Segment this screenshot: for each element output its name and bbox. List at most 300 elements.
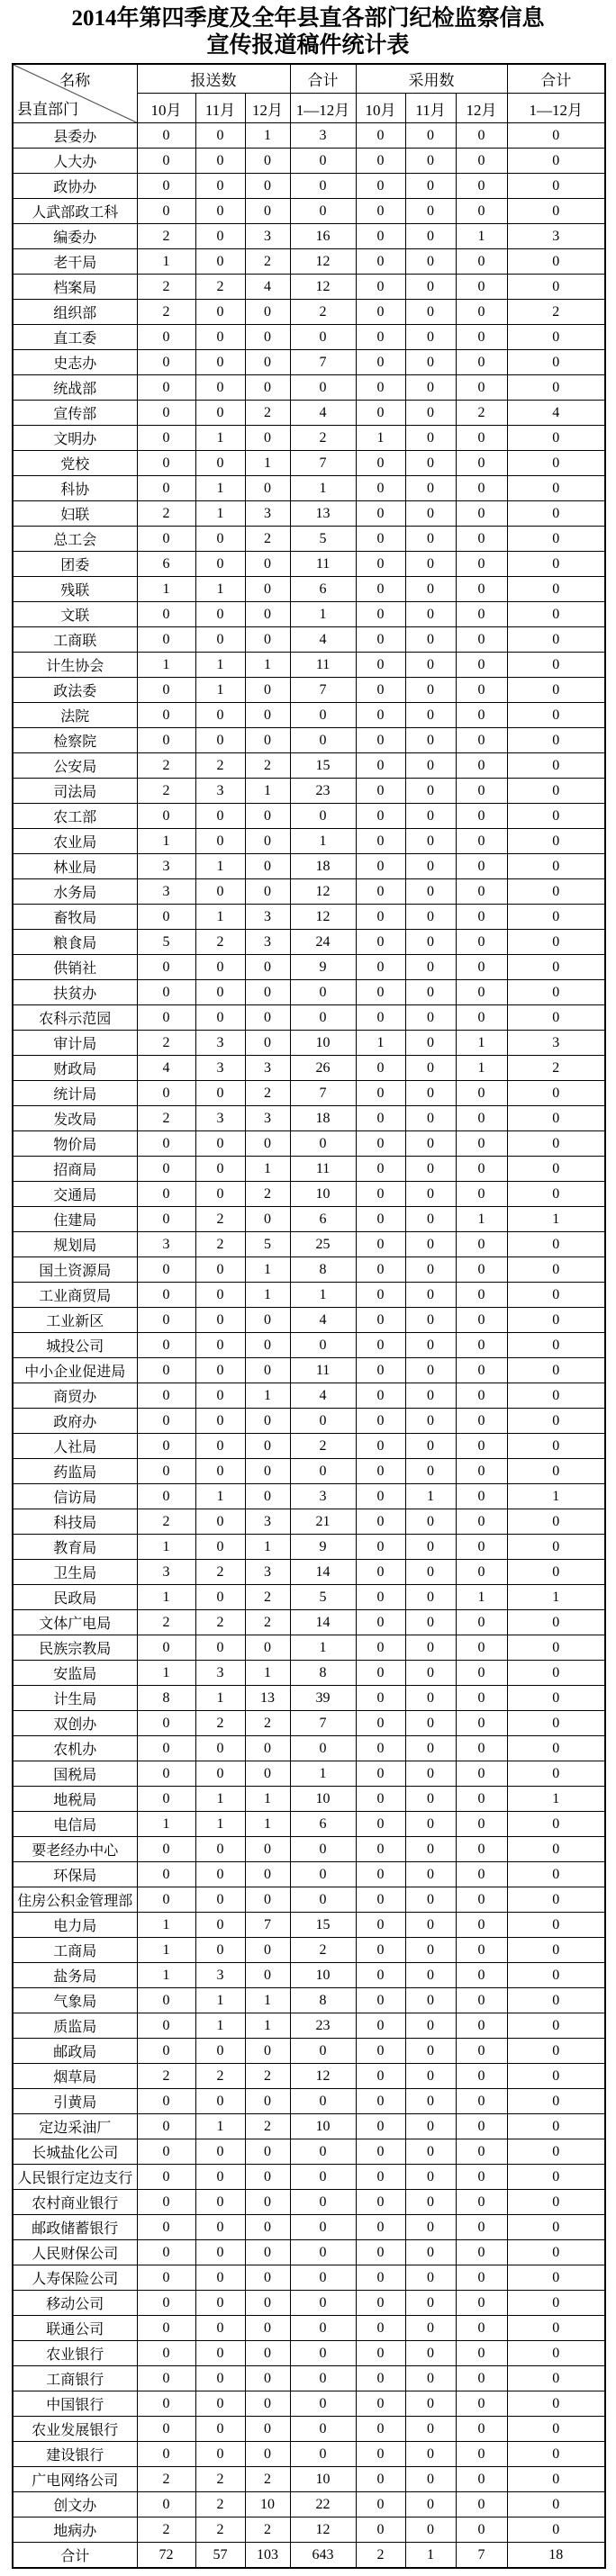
department-name-cell: 农科示范园 bbox=[13, 1005, 137, 1031]
value-cell: 2 bbox=[356, 2543, 405, 2569]
value-cell: 0 bbox=[507, 1358, 605, 1383]
value-cell: 0 bbox=[456, 174, 507, 199]
header-name-label: 名称 bbox=[59, 72, 91, 89]
value-cell: 0 bbox=[245, 2165, 290, 2190]
value-cell: 0 bbox=[137, 1005, 195, 1031]
value-cell: 0 bbox=[356, 602, 405, 627]
value-cell: 0 bbox=[405, 1535, 456, 1560]
value-cell: 0 bbox=[245, 1308, 290, 1333]
value-cell: 0 bbox=[195, 375, 245, 401]
value-cell: 0 bbox=[195, 1358, 245, 1383]
value-cell: 0 bbox=[356, 2215, 405, 2240]
department-name-cell: 联通公司 bbox=[13, 2316, 137, 2341]
value-cell: 0 bbox=[137, 123, 195, 149]
value-cell: 0 bbox=[456, 678, 507, 703]
value-cell: 0 bbox=[245, 728, 290, 753]
value-cell: 1 bbox=[245, 1383, 290, 1409]
value-cell: 0 bbox=[195, 1308, 245, 1333]
value-cell: 0 bbox=[456, 1913, 507, 1938]
value-cell: 0 bbox=[137, 375, 195, 401]
value-cell: 0 bbox=[195, 2240, 245, 2265]
value-cell: 0 bbox=[195, 2391, 245, 2417]
table-row bbox=[13, 451, 605, 476]
table-row bbox=[13, 753, 605, 779]
value-cell: 1 bbox=[456, 224, 507, 249]
value-cell: 0 bbox=[456, 1761, 507, 1787]
value-cell: 0 bbox=[405, 728, 456, 753]
value-cell: 0 bbox=[356, 2316, 405, 2341]
value-cell: 2 bbox=[195, 275, 245, 300]
value-cell: 0 bbox=[456, 829, 507, 854]
value-cell: 0 bbox=[195, 955, 245, 980]
value-cell: 0 bbox=[195, 1535, 245, 1560]
value-cell: 0 bbox=[356, 829, 405, 854]
value-cell: 3 bbox=[195, 1661, 245, 1686]
value-cell: 0 bbox=[456, 2492, 507, 2517]
value-cell: 0 bbox=[405, 1887, 456, 1913]
value-cell: 0 bbox=[507, 552, 605, 577]
page-title bbox=[0, 0, 616, 59]
table-row bbox=[13, 2517, 605, 2543]
value-cell: 0 bbox=[456, 653, 507, 678]
value-cell: 0 bbox=[507, 678, 605, 703]
value-cell: 1 bbox=[195, 1988, 245, 2013]
value-cell: 0 bbox=[137, 1333, 195, 1358]
value-cell: 0 bbox=[456, 930, 507, 955]
value-cell: 0 bbox=[456, 1610, 507, 1635]
table-row bbox=[13, 123, 605, 149]
value-cell: 10 bbox=[245, 2492, 290, 2517]
value-cell: 0 bbox=[137, 2240, 195, 2265]
department-name-cell: 编委办 bbox=[13, 224, 137, 249]
department-name-cell: 农业局 bbox=[13, 829, 137, 854]
value-cell: 0 bbox=[507, 1812, 605, 1837]
value-cell: 2 bbox=[245, 1585, 290, 1610]
value-cell: 0 bbox=[245, 879, 290, 905]
department-name-cell: 电信局 bbox=[13, 1812, 137, 1837]
value-cell: 0 bbox=[405, 2492, 456, 2517]
value-cell: 0 bbox=[137, 1761, 195, 1787]
value-cell: 8 bbox=[290, 1988, 356, 2013]
value-cell: 0 bbox=[507, 149, 605, 174]
value-cell: 0 bbox=[137, 2417, 195, 2442]
department-name-cell: 环保局 bbox=[13, 1862, 137, 1887]
header-month-dec-adopted: 12月 bbox=[456, 94, 507, 123]
department-name-cell: 人民财保公司 bbox=[13, 2240, 137, 2265]
table-row bbox=[13, 905, 605, 930]
value-cell: 7 bbox=[290, 350, 356, 375]
value-cell: 0 bbox=[456, 149, 507, 174]
value-cell: 11 bbox=[290, 653, 356, 678]
value-cell: 0 bbox=[290, 2190, 356, 2215]
header-submitted-total: 合计 bbox=[290, 64, 356, 94]
value-cell: 0 bbox=[456, 1459, 507, 1484]
value-cell: 0 bbox=[290, 2215, 356, 2240]
value-cell: 0 bbox=[137, 174, 195, 199]
value-cell: 0 bbox=[245, 703, 290, 728]
department-name-cell: 民族宗教局 bbox=[13, 1635, 137, 1661]
value-cell: 4 bbox=[290, 627, 356, 653]
value-cell: 0 bbox=[356, 1837, 405, 1862]
value-cell: 0 bbox=[356, 980, 405, 1005]
value-cell: 0 bbox=[245, 1736, 290, 1761]
department-name-cell: 工业新区 bbox=[13, 1308, 137, 1333]
value-cell: 0 bbox=[507, 451, 605, 476]
value-cell: 1 bbox=[356, 1031, 405, 1056]
table-row bbox=[13, 1585, 605, 1610]
value-cell: 0 bbox=[195, 2366, 245, 2391]
department-name-cell: 安监局 bbox=[13, 1661, 137, 1686]
department-name-cell: 地税局 bbox=[13, 1787, 137, 1812]
value-cell: 0 bbox=[356, 149, 405, 174]
value-cell: 0 bbox=[137, 2139, 195, 2165]
department-name-cell: 农业银行 bbox=[13, 2341, 137, 2366]
value-cell: 0 bbox=[356, 2341, 405, 2366]
value-cell: 0 bbox=[405, 1232, 456, 1257]
table-row bbox=[13, 375, 605, 401]
value-cell: 0 bbox=[456, 2039, 507, 2064]
value-cell: 0 bbox=[195, 1887, 245, 1913]
department-name-cell: 定边采油厂 bbox=[13, 2114, 137, 2139]
value-cell: 1 bbox=[290, 602, 356, 627]
value-cell: 0 bbox=[507, 2341, 605, 2366]
value-cell: 0 bbox=[507, 2190, 605, 2215]
department-name-cell: 交通局 bbox=[13, 1182, 137, 1207]
value-cell: 0 bbox=[137, 1131, 195, 1157]
value-cell: 0 bbox=[405, 1383, 456, 1409]
value-cell: 1 bbox=[290, 1635, 356, 1661]
value-cell: 1 bbox=[137, 653, 195, 678]
value-cell: 2 bbox=[137, 300, 195, 325]
value-cell: 2 bbox=[245, 753, 290, 779]
value-cell: 0 bbox=[356, 451, 405, 476]
value-cell: 0 bbox=[456, 2316, 507, 2341]
value-cell: 0 bbox=[245, 1484, 290, 1509]
table-row bbox=[13, 829, 605, 854]
table-row bbox=[13, 2316, 605, 2341]
value-cell: 0 bbox=[356, 350, 405, 375]
value-cell: 0 bbox=[405, 2039, 456, 2064]
value-cell: 0 bbox=[405, 1635, 456, 1661]
value-cell: 0 bbox=[356, 2240, 405, 2265]
value-cell: 6 bbox=[137, 552, 195, 577]
value-cell: 0 bbox=[456, 1434, 507, 1459]
value-cell: 11 bbox=[290, 1157, 356, 1182]
value-cell: 0 bbox=[137, 2291, 195, 2316]
value-cell: 0 bbox=[507, 1686, 605, 1711]
value-cell: 0 bbox=[290, 728, 356, 753]
value-cell: 0 bbox=[405, 2064, 456, 2089]
value-cell: 2 bbox=[195, 2064, 245, 2089]
value-cell: 0 bbox=[507, 2240, 605, 2265]
value-cell: 0 bbox=[456, 1005, 507, 1031]
value-cell: 0 bbox=[290, 199, 356, 224]
table-row bbox=[13, 627, 605, 653]
value-cell: 3 bbox=[195, 1106, 245, 1131]
value-cell: 3 bbox=[137, 1560, 195, 1585]
table-row bbox=[13, 728, 605, 753]
department-name-cell: 计生局 bbox=[13, 1686, 137, 1711]
value-cell: 0 bbox=[507, 1434, 605, 1459]
value-cell: 39 bbox=[290, 1686, 356, 1711]
value-cell: 1 bbox=[195, 653, 245, 678]
value-cell: 0 bbox=[356, 1333, 405, 1358]
value-cell: 0 bbox=[356, 1585, 405, 1610]
value-cell: 18 bbox=[290, 854, 356, 879]
value-cell: 0 bbox=[456, 779, 507, 804]
value-cell: 0 bbox=[245, 678, 290, 703]
value-cell: 0 bbox=[245, 325, 290, 350]
value-cell: 0 bbox=[405, 501, 456, 527]
table-row bbox=[13, 1081, 605, 1106]
value-cell: 0 bbox=[245, 2341, 290, 2366]
department-name-cell: 邮政储蓄银行 bbox=[13, 2215, 137, 2240]
value-cell: 0 bbox=[195, 224, 245, 249]
value-cell: 0 bbox=[195, 2190, 245, 2215]
value-cell: 1 bbox=[456, 1207, 507, 1232]
value-cell: 1 bbox=[245, 1661, 290, 1686]
value-cell: 0 bbox=[245, 1887, 290, 1913]
table-row bbox=[13, 1031, 605, 1056]
table-header bbox=[13, 64, 605, 123]
value-cell: 0 bbox=[507, 1988, 605, 2013]
value-cell: 0 bbox=[195, 552, 245, 577]
value-cell: 0 bbox=[507, 1232, 605, 1257]
table-row bbox=[13, 325, 605, 350]
value-cell: 0 bbox=[137, 2013, 195, 2039]
table-row bbox=[13, 1761, 605, 1787]
department-name-cell: 史志办 bbox=[13, 350, 137, 375]
value-cell: 0 bbox=[356, 1661, 405, 1686]
table-row bbox=[13, 930, 605, 955]
value-cell: 0 bbox=[137, 2089, 195, 2114]
department-name-cell: 教育局 bbox=[13, 1535, 137, 1560]
value-cell: 0 bbox=[405, 2265, 456, 2291]
value-cell: 1 bbox=[195, 1686, 245, 1711]
value-cell: 1 bbox=[137, 1963, 195, 1988]
value-cell: 0 bbox=[456, 1837, 507, 1862]
department-name-cell: 粮食局 bbox=[13, 930, 137, 955]
value-cell: 13 bbox=[290, 501, 356, 527]
value-cell: 2 bbox=[137, 753, 195, 779]
value-cell: 0 bbox=[356, 501, 405, 527]
value-cell: 2 bbox=[245, 1711, 290, 1736]
value-cell: 0 bbox=[456, 375, 507, 401]
value-cell: 0 bbox=[245, 552, 290, 577]
value-cell: 0 bbox=[195, 1257, 245, 1283]
value-cell: 0 bbox=[137, 199, 195, 224]
header-month-oct-submitted: 10月 bbox=[137, 94, 195, 123]
value-cell: 0 bbox=[507, 2366, 605, 2391]
value-cell: 1 bbox=[195, 678, 245, 703]
value-cell: 0 bbox=[137, 804, 195, 829]
value-cell: 1 bbox=[245, 1535, 290, 1560]
value-cell: 0 bbox=[290, 174, 356, 199]
value-cell: 0 bbox=[245, 854, 290, 879]
value-cell: 0 bbox=[137, 1837, 195, 1862]
value-cell: 0 bbox=[507, 2417, 605, 2442]
value-cell: 0 bbox=[356, 174, 405, 199]
value-cell: 0 bbox=[356, 1409, 405, 1434]
value-cell: 0 bbox=[290, 2366, 356, 2391]
value-cell: 0 bbox=[245, 476, 290, 501]
department-name-cell: 团委 bbox=[13, 552, 137, 577]
value-cell: 26 bbox=[290, 1056, 356, 1081]
table-row bbox=[13, 955, 605, 980]
table-row bbox=[13, 199, 605, 224]
value-cell: 0 bbox=[405, 451, 456, 476]
value-cell: 0 bbox=[507, 1459, 605, 1484]
value-cell: 2 bbox=[195, 1560, 245, 1585]
value-cell: 0 bbox=[507, 1560, 605, 1585]
value-cell: 0 bbox=[405, 401, 456, 426]
table-row bbox=[13, 1736, 605, 1761]
value-cell: 0 bbox=[195, 2316, 245, 2341]
department-name-cell: 人大办 bbox=[13, 149, 137, 174]
value-cell: 0 bbox=[405, 2291, 456, 2316]
value-cell: 0 bbox=[507, 1333, 605, 1358]
department-name-cell: 工商银行 bbox=[13, 2366, 137, 2391]
department-name-cell: 人民银行定边支行 bbox=[13, 2165, 137, 2190]
header-group-row bbox=[13, 64, 605, 94]
value-cell: 0 bbox=[456, 2291, 507, 2316]
value-cell: 2 bbox=[456, 401, 507, 426]
value-cell: 1 bbox=[195, 905, 245, 930]
value-cell: 0 bbox=[245, 2240, 290, 2265]
value-cell: 2 bbox=[245, 2114, 290, 2139]
department-name-cell: 工商联 bbox=[13, 627, 137, 653]
value-cell: 0 bbox=[195, 1409, 245, 1434]
value-cell: 0 bbox=[356, 703, 405, 728]
value-cell: 0 bbox=[507, 829, 605, 854]
department-name-cell: 质监局 bbox=[13, 2013, 137, 2039]
department-name-cell: 地病办 bbox=[13, 2517, 137, 2543]
value-cell: 0 bbox=[195, 1434, 245, 1459]
value-cell: 6 bbox=[290, 577, 356, 602]
value-cell: 0 bbox=[456, 451, 507, 476]
value-cell: 2 bbox=[195, 2517, 245, 2543]
value-cell: 0 bbox=[456, 1862, 507, 1887]
value-cell: 0 bbox=[405, 1585, 456, 1610]
department-name-cell: 烟草局 bbox=[13, 2064, 137, 2089]
value-cell: 0 bbox=[195, 2265, 245, 2291]
value-cell: 1 bbox=[245, 1787, 290, 1812]
value-cell: 0 bbox=[356, 527, 405, 552]
header-month-dec-submitted: 12月 bbox=[245, 94, 290, 123]
value-cell: 0 bbox=[405, 854, 456, 879]
value-cell: 0 bbox=[456, 1787, 507, 1812]
value-cell: 0 bbox=[405, 2215, 456, 2240]
value-cell: 0 bbox=[456, 2467, 507, 2492]
value-cell: 0 bbox=[405, 2391, 456, 2417]
value-cell: 0 bbox=[356, 1509, 405, 1535]
value-cell: 0 bbox=[356, 2391, 405, 2417]
value-cell: 0 bbox=[405, 1257, 456, 1283]
value-cell: 1 bbox=[245, 1812, 290, 1837]
value-cell: 1 bbox=[137, 577, 195, 602]
value-cell: 0 bbox=[405, 1761, 456, 1787]
value-cell: 0 bbox=[405, 1837, 456, 1862]
header-month-oct-adopted: 10月 bbox=[356, 94, 405, 123]
value-cell: 0 bbox=[195, 1131, 245, 1157]
value-cell: 0 bbox=[195, 199, 245, 224]
value-cell: 0 bbox=[507, 1182, 605, 1207]
value-cell: 0 bbox=[405, 2517, 456, 2543]
value-cell: 0 bbox=[405, 1106, 456, 1131]
department-name-cell: 要老经办中心 bbox=[13, 1837, 137, 1862]
value-cell: 0 bbox=[356, 1913, 405, 1938]
value-cell: 0 bbox=[405, 2139, 456, 2165]
department-name-cell: 政协办 bbox=[13, 174, 137, 199]
value-cell: 0 bbox=[137, 678, 195, 703]
value-cell: 0 bbox=[405, 779, 456, 804]
value-cell: 0 bbox=[356, 678, 405, 703]
value-cell: 0 bbox=[507, 1131, 605, 1157]
value-cell: 0 bbox=[405, 1686, 456, 1711]
value-cell: 0 bbox=[456, 552, 507, 577]
value-cell: 0 bbox=[245, 1005, 290, 1031]
value-cell: 2 bbox=[137, 224, 195, 249]
value-cell: 0 bbox=[507, 1283, 605, 1308]
department-name-cell: 政府办 bbox=[13, 1409, 137, 1434]
header-month-nov-adopted: 11月 bbox=[405, 94, 456, 123]
department-name-cell: 公安局 bbox=[13, 753, 137, 779]
value-cell: 0 bbox=[356, 249, 405, 275]
header-department-label: 县直部门 bbox=[17, 101, 78, 118]
value-cell: 0 bbox=[456, 123, 507, 149]
table-row bbox=[13, 1434, 605, 1459]
value-cell: 0 bbox=[405, 2341, 456, 2366]
value-cell: 0 bbox=[137, 2114, 195, 2139]
value-cell: 0 bbox=[405, 1787, 456, 1812]
value-cell: 0 bbox=[456, 350, 507, 375]
value-cell: 0 bbox=[195, 829, 245, 854]
value-cell: 2 bbox=[245, 1081, 290, 1106]
table-row bbox=[13, 1182, 605, 1207]
value-cell: 1 bbox=[195, 1812, 245, 1837]
value-cell: 0 bbox=[195, 249, 245, 275]
value-cell: 0 bbox=[245, 1862, 290, 1887]
value-cell: 3 bbox=[245, 905, 290, 930]
value-cell: 0 bbox=[507, 854, 605, 879]
value-cell: 0 bbox=[290, 804, 356, 829]
value-cell: 0 bbox=[507, 2517, 605, 2543]
value-cell: 10 bbox=[290, 1787, 356, 1812]
value-cell: 0 bbox=[356, 905, 405, 930]
value-cell: 0 bbox=[405, 1812, 456, 1837]
value-cell: 0 bbox=[405, 1913, 456, 1938]
value-cell: 0 bbox=[507, 804, 605, 829]
value-cell: 0 bbox=[195, 980, 245, 1005]
value-cell: 14 bbox=[290, 1610, 356, 1635]
department-name-cell: 邮政局 bbox=[13, 2039, 137, 2064]
value-cell: 0 bbox=[456, 879, 507, 905]
table-row bbox=[13, 1232, 605, 1257]
value-cell: 1 bbox=[195, 1484, 245, 1509]
value-cell: 0 bbox=[137, 1887, 195, 1913]
table-row bbox=[13, 577, 605, 602]
table-row bbox=[13, 2064, 605, 2089]
value-cell: 0 bbox=[195, 1938, 245, 1963]
value-cell: 0 bbox=[507, 1081, 605, 1106]
table-row bbox=[13, 2139, 605, 2165]
value-cell: 3 bbox=[137, 879, 195, 905]
value-cell: 0 bbox=[507, 1257, 605, 1283]
value-cell: 0 bbox=[245, 829, 290, 854]
value-cell: 0 bbox=[507, 2291, 605, 2316]
value-cell: 0 bbox=[290, 2417, 356, 2442]
value-cell: 0 bbox=[195, 2417, 245, 2442]
